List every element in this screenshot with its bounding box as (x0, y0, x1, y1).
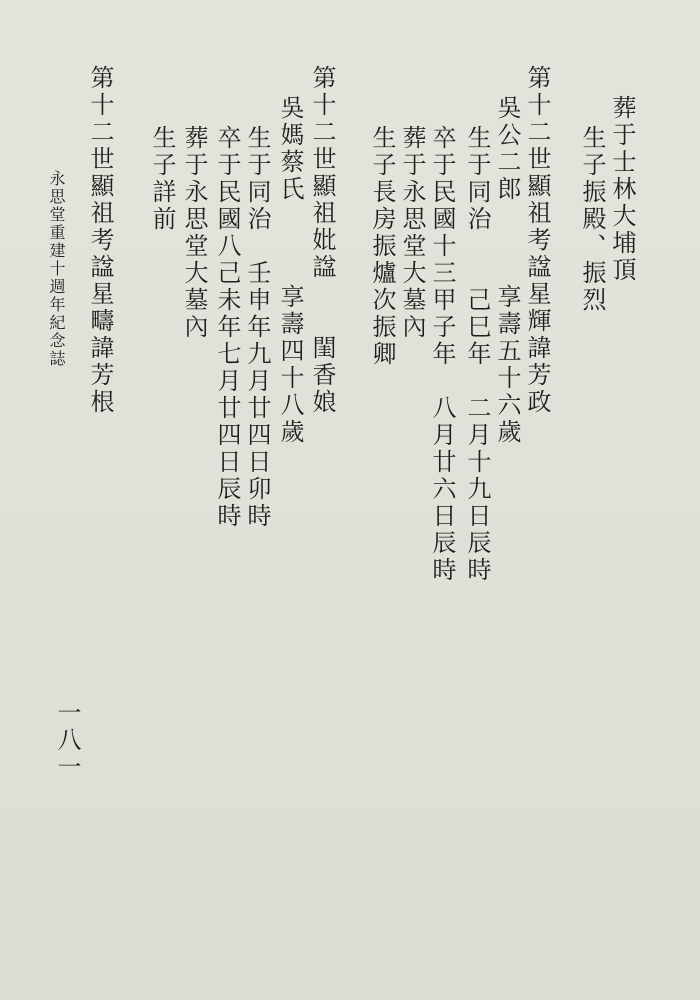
text-line-4: 吳公二郎 享壽五十六歲 (493, 95, 521, 446)
ancestor-title-2: 第十二世顯祖妣諡 閨香娘 (308, 65, 336, 416)
text-line-1: 葬于士林大埔頂 (608, 95, 636, 284)
ancestor-title-1: 第十二世顯祖考諡星輝諱芳政 (523, 65, 551, 416)
book-title: 永思堂重建十週年紀念誌 (47, 170, 66, 368)
text-line-14: 生子詳前 (148, 125, 176, 233)
text-line-2: 生子振殿、振烈 (578, 125, 606, 314)
page-number: 一八一 (53, 700, 81, 781)
text-line-5: 生于同治 己巳年 二月十九日辰時 (463, 125, 491, 584)
ancestor-title-3: 第十二世顯祖考諡星疇諱芳根 (86, 65, 114, 416)
text-line-8: 生子長房振爐次振卿 (368, 125, 396, 368)
text-line-13: 葬于永思堂大墓內 (180, 125, 208, 341)
text-line-11: 生于同治 壬申年九月廿四日卯時 (243, 125, 271, 530)
text-line-12: 卒于民國八己未年七月廿四日辰時 (213, 125, 241, 530)
text-line-10: 吳媽蔡氏 享壽四十八歲 (276, 95, 304, 446)
text-line-7: 葬于永思堂大墓內 (398, 125, 426, 341)
text-line-6: 卒于民國十三甲子年 八月廿六日辰時 (428, 125, 456, 584)
